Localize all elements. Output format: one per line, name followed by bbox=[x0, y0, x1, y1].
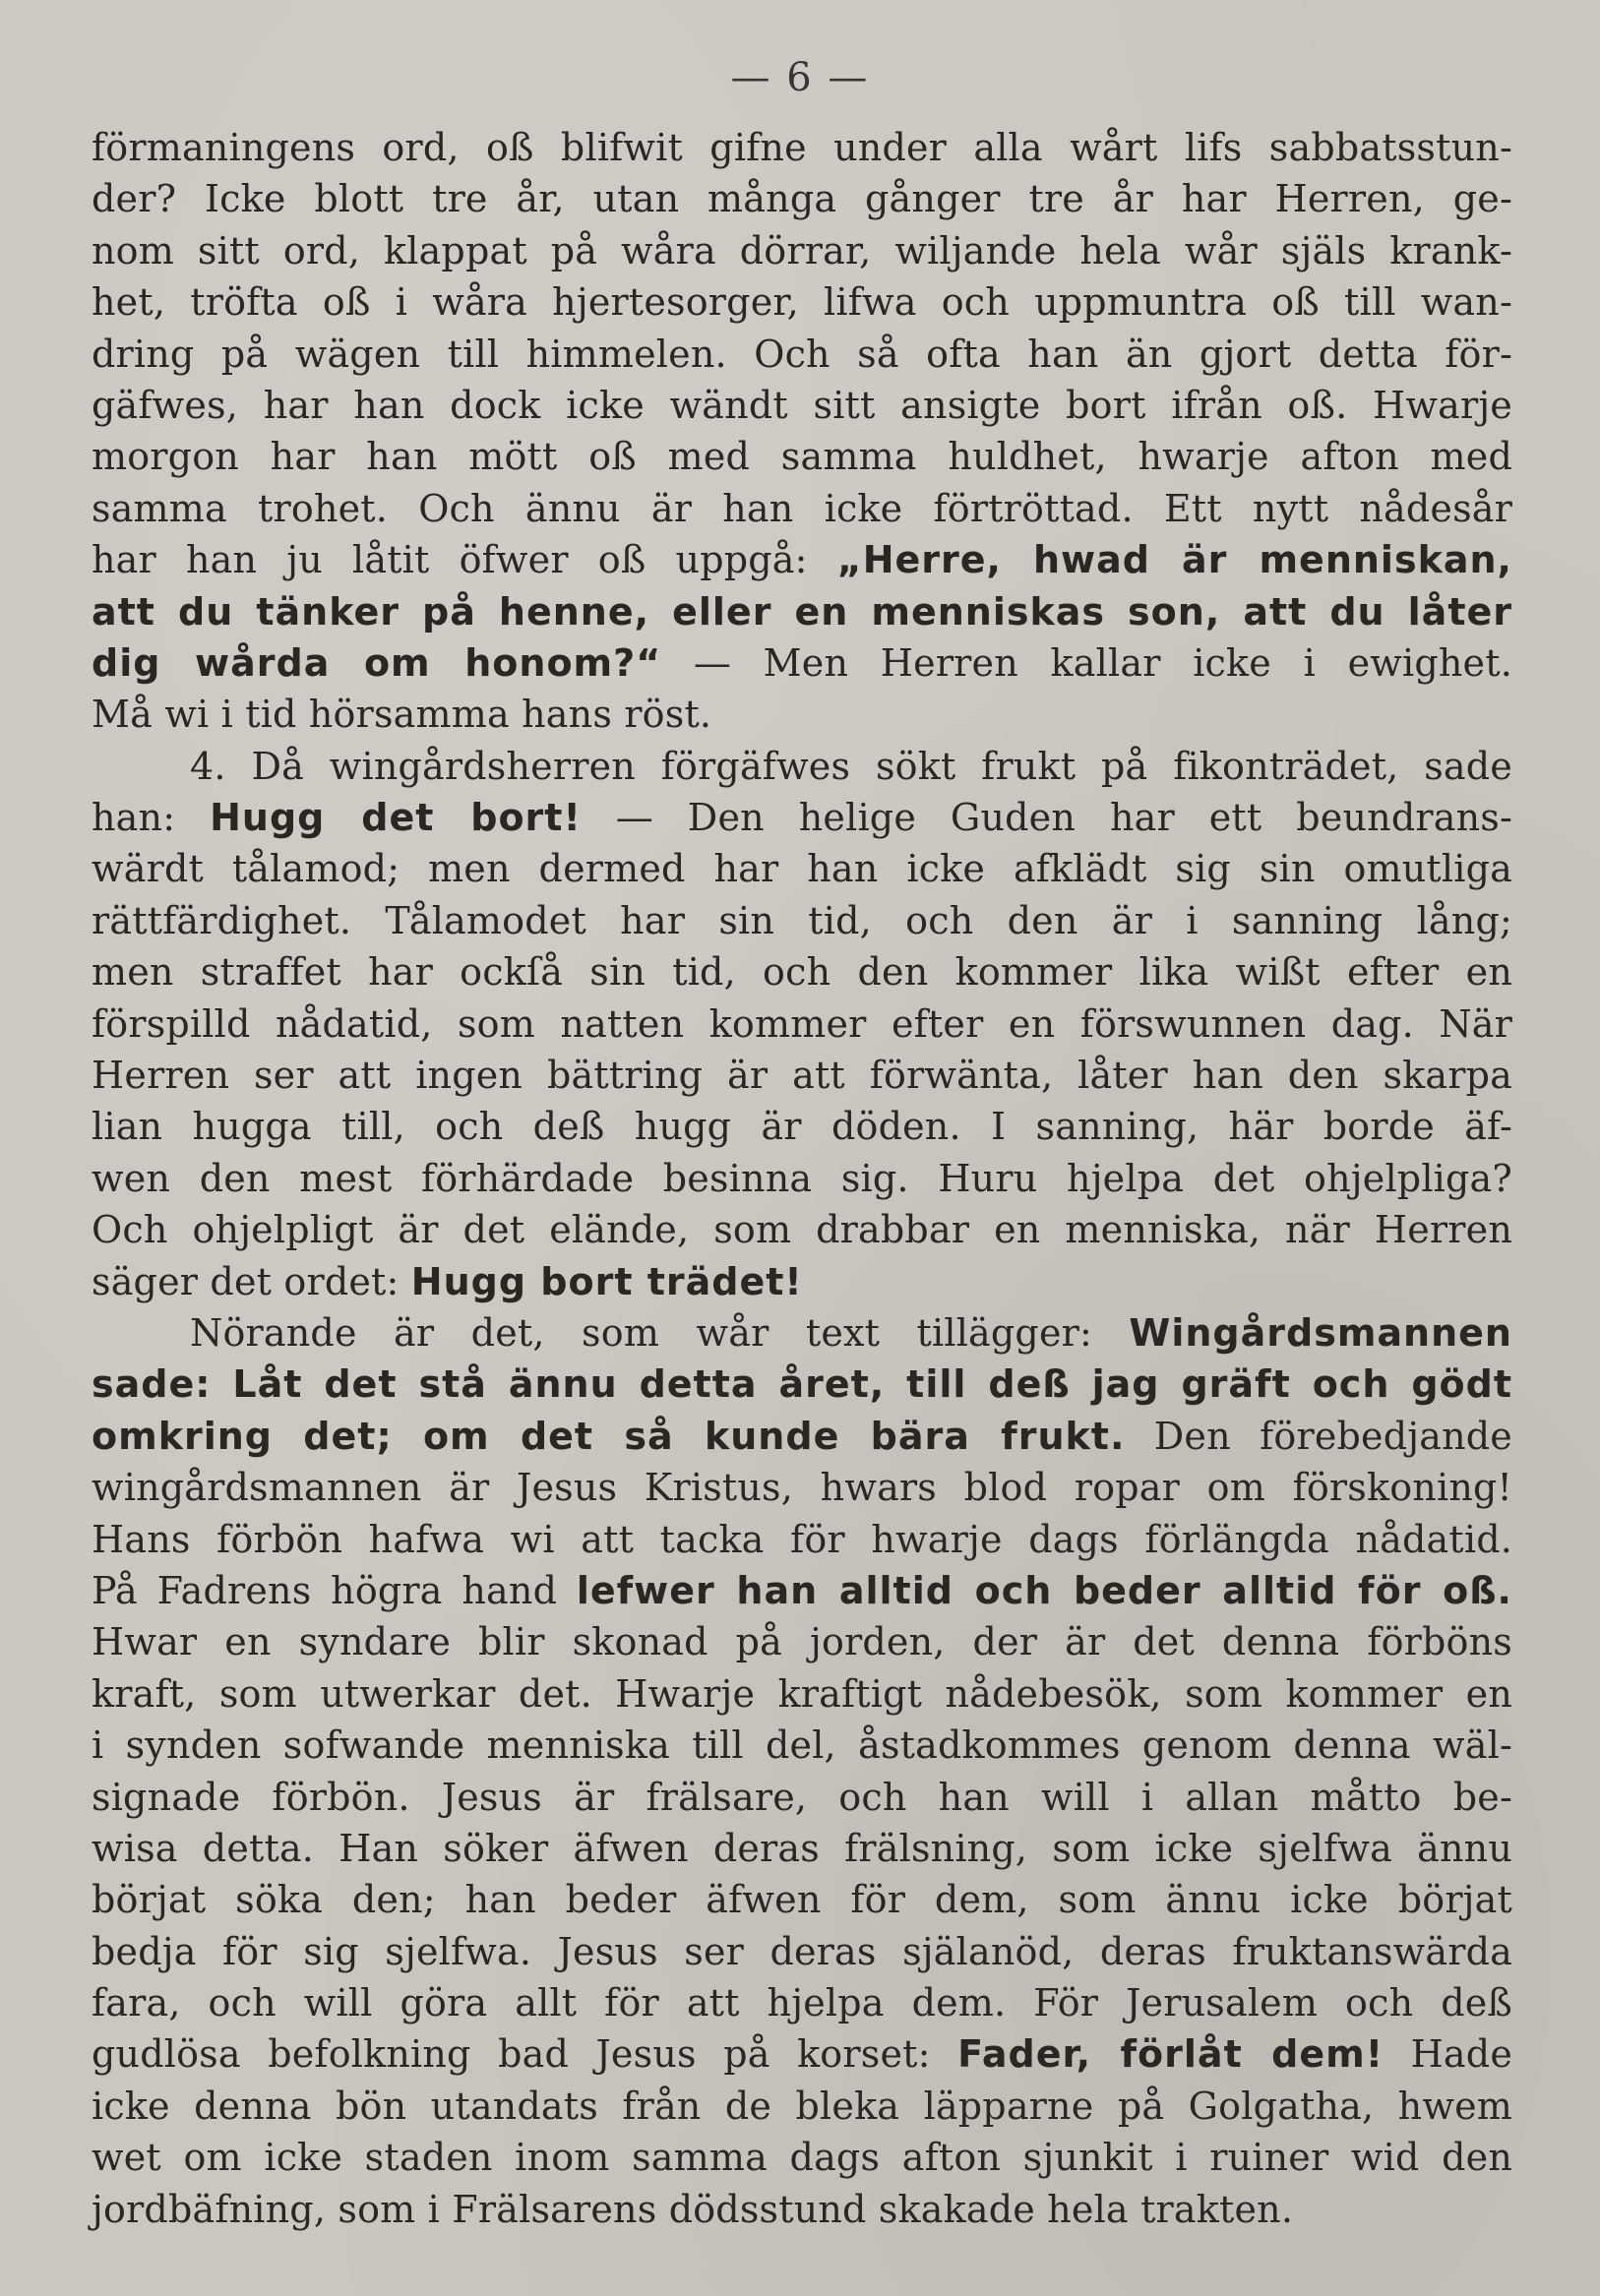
text-run: Den förebedjande bbox=[1125, 1414, 1512, 1458]
text-run: På Fadrens högra hand bbox=[92, 1568, 577, 1612]
text-line: 4. Då wingårdsherren förgäfwes sökt frukt på fikonträdet, sade bbox=[190, 744, 1512, 788]
body-text bbox=[92, 122, 1512, 2235]
text-line: gäfwes, har han dock icke wändt sitt ansigte bort ifrån oß. Hwarje bbox=[92, 383, 1512, 427]
text-line: bedja för sig sjelfwa. Jesus ser deras själanöd, deras fruktanswärda bbox=[92, 1929, 1512, 1973]
text-line: der? Icke blott tre år, utan många gånger tre år har Herren, ge- bbox=[92, 177, 1512, 221]
text-line: morgon har han mött oß med samma huldhet, hwarje afton med bbox=[92, 435, 1512, 479]
text-line: jordbäfning, som i Frälsarens dödsstund skakade hela trakten. bbox=[92, 2187, 1294, 2231]
emphasized-text: Fader, förlåt dem! bbox=[957, 2032, 1385, 2077]
text-line: wisa detta. Han söker äfwen deras frälsning, som icke sjelfwa ännu bbox=[92, 1826, 1512, 1870]
text-line: dring på wägen till himmelen. Och så ofta han än gjort detta för- bbox=[92, 332, 1512, 376]
text-run: — Den helige Guden har ett beundrans- bbox=[581, 796, 1513, 840]
text-line: börjat söka den; han beder äfwen för dem, som ännu icke börjat bbox=[92, 1878, 1512, 1922]
text-line bbox=[92, 1359, 1512, 1410]
emphasized-text: sade: Låt det stå ännu detta året, till deß jag gräft och gödt bbox=[92, 1362, 1512, 1407]
text-line: Hwar en syndare blir skonad på jorden, der är det denna förböns bbox=[92, 1620, 1512, 1664]
text-run: har han ju låtit öfwer oß uppgå: bbox=[92, 538, 837, 582]
text-run: Hade bbox=[1384, 2032, 1513, 2077]
text-line: förmaningens ord, oß blifwit gifne under alla wårt lifs sabbatsstun- bbox=[92, 126, 1512, 169]
text-line: wärdt tålamod; men dermed har han icke afklädt sig sin omutliga bbox=[92, 847, 1512, 891]
text-line: icke denna bön utandats från de bleka läpparne på Golgatha, hwem bbox=[92, 2084, 1512, 2128]
text-line: wingårdsmannen är Jesus Kristus, hwars blod ropar om förskoning! bbox=[92, 1466, 1512, 1510]
emphasized-text: dig wårda om honom?“ bbox=[92, 640, 662, 685]
text-line: nom sitt ord, klappat på wåra dörrar, wiljande hela wår själs krank- bbox=[92, 228, 1512, 272]
text-line bbox=[92, 1411, 1512, 1462]
text-line: wen den mest förhärdade besinna sig. Huru hjelpa det ohjelpliga? bbox=[92, 1156, 1512, 1200]
text-line bbox=[92, 534, 1512, 585]
text-line: Hans förbön hafwa wi att tacka för hwarje dags förlängda nådatid. bbox=[92, 1517, 1512, 1561]
page-number: — 6 — bbox=[730, 55, 870, 100]
text-line: Herren ser att ingen bättring är att förwänta, låter han den skarpa bbox=[92, 1054, 1512, 1098]
emphasized-text: Wingårdsmannen bbox=[1129, 1310, 1512, 1355]
text-line: wet om icke staden inom samma dags afton sjunkit i ruiner wid den bbox=[92, 2136, 1512, 2180]
text-line: i synden sofwande menniska till del, åstadkommes genom denna wäl- bbox=[92, 1723, 1512, 1768]
text-line bbox=[92, 792, 1512, 843]
text-line bbox=[92, 1307, 1512, 1359]
text-run: han: bbox=[92, 796, 211, 840]
text-line bbox=[92, 637, 1512, 689]
text-run: säger det ordet: bbox=[92, 1259, 411, 1303]
text-line: Och ohjelpligt är det elände, som drabbar en menniska, när Herren bbox=[92, 1208, 1512, 1252]
text-line bbox=[92, 1565, 1512, 1616]
text-line: men straffet har ockſå sin tid, och den kommer lika wißt efter en bbox=[92, 950, 1512, 995]
emphasized-text: Hugg bort trädet! bbox=[410, 1259, 803, 1303]
text-run: Nörande är det, som wår text tillägger: bbox=[190, 1310, 1130, 1355]
text-line: Må wi i tid hörsamma hans röst. bbox=[92, 693, 712, 737]
text-line: förspilld nådatid, som natten kommer efter en förswunnen dag. När bbox=[92, 1001, 1512, 1046]
text-line: samma trohet. Och ännu är han icke förtröttad. Ett nytt nådesår bbox=[92, 486, 1512, 530]
text-line: kraft, som utwerkar det. Hwarje kraftigt nådebesök, som kommer en bbox=[92, 1671, 1512, 1716]
text-line bbox=[92, 1256, 1512, 1307]
text-line bbox=[92, 586, 1512, 637]
text-line bbox=[92, 2028, 1512, 2080]
emphasized-text: Hugg det bort! bbox=[210, 796, 582, 840]
text-line: fara, och will göra allt för att hjelpa dem. För Jerusalem och deß bbox=[92, 1981, 1512, 2025]
emphasized-text: „Herre, hwad är menniskan, bbox=[836, 538, 1512, 582]
text-line: het, tröfta oß i wåra hjertesorger, lifwa och uppmuntra oß till wan- bbox=[92, 280, 1512, 325]
text-line: rättfärdighet. Tålamodet har sin tid, och den är i sanning lång; bbox=[92, 898, 1512, 942]
emphasized-text: lefwer han alltid och beder alltid för oß. bbox=[576, 1568, 1512, 1612]
text-run: gudlösa befolkning bad Jesus på korset: bbox=[92, 2032, 958, 2077]
emphasized-text: omkring det; om det så kunde bära frukt. bbox=[92, 1414, 1126, 1458]
text-line: lian hugga till, och deß hugg är döden. I sanning, här borde äf- bbox=[92, 1105, 1512, 1149]
text-line: signade förbön. Jesus är frälsare, och han will i allan måtto be- bbox=[92, 1775, 1512, 1819]
text-run: — Men Herren kallar icke i ewighet. bbox=[661, 640, 1512, 685]
emphasized-text: att du tänker på henne, eller en menniskas son, att du låter bbox=[92, 589, 1512, 634]
